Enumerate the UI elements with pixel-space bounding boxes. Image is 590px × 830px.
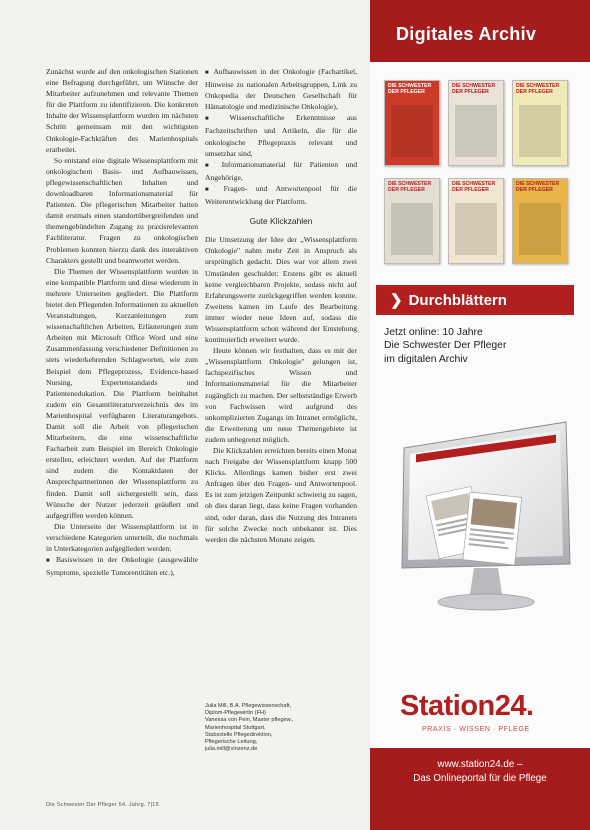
ad-header-banner <box>370 0 590 62</box>
author-line: Marienhospital Stuttgart, <box>205 724 266 731</box>
promo-line: im digitalen Archiv <box>384 353 468 365</box>
bullet-paragraph: ■ Wissenschaftliche Erkenntnisse aus Fachzeitschriften und Artikeln, die für die onkologische Pflegepraxis relevant und umsetzbar sind, <box>205 112 357 158</box>
author-line: Diplom-Pflegewirtin (FH) <box>205 710 266 717</box>
magazine-cover[interactable] <box>512 80 568 166</box>
cover-image <box>519 105 561 157</box>
cover-image <box>391 105 433 157</box>
magazine-covers <box>384 80 574 266</box>
ad-footer-text: Das Onlineportal für die Pflege <box>413 772 547 784</box>
paragraph: Die Unterseite der Wissensplattform ist in verschiedene Kategorien unterteilt, die nochmals in Unterkategorien aufgegliedert werden: <box>46 521 198 554</box>
page-footer: Die Schwester Der Pfleger 54. Jahrg. 7|15 <box>46 802 159 808</box>
cover-title: DIE SCHWESTER DER PFLEGER <box>452 83 496 95</box>
advertisement <box>370 0 590 830</box>
cover-title: DIE SCHWESTER DER PFLEGER <box>388 181 432 193</box>
paragraph: Heute können wir festhalten, dass es mit der „Wissensplattform Onkologie" gelungen ist, fachspezifisches Wissen und Informationsmaterial für die Mitarbeiter zugänglich zu machen. Der selbstständige Erwerb von Fachwissen wird aufgrund des unkomplizierten Zugangs im Intranet ermöglicht, die Erweiterung um neue Themengebiete ist zudem unbegrenzt möglich. <box>205 346 357 444</box>
cover-image <box>455 105 497 157</box>
author-info <box>205 703 355 753</box>
magazine-cover[interactable] <box>384 178 440 264</box>
promo-line: Jetzt online: 10 Jahre <box>384 327 483 338</box>
author-line: Pflegerische Leitung, <box>205 739 258 746</box>
article-column-1 <box>46 66 198 578</box>
ad-footer-url[interactable]: www.station24.de – <box>437 759 523 770</box>
author-line: Vanessa von Pein, Master pflegew., <box>205 717 294 724</box>
bullet-paragraph: ■ Basiswissen in der Onkologie (ausgewählte Symptome, spezielle Tumorentitäten etc.), <box>46 554 198 578</box>
section-heading: Gute Klickzahlen <box>249 216 313 227</box>
magazine-cover[interactable] <box>448 178 504 264</box>
ad-header-title: Digitales Archiv <box>396 24 537 44</box>
cover-title: DIE SCHWESTER DER PFLEGER <box>516 181 560 193</box>
ad-footer-banner[interactable] <box>370 748 590 830</box>
paragraph: Die Klickzahlen erreichten bereits einen Monat nach Freigabe der Wissensplattform knapp 500 Klicks. Allerdings kamen bisher erst zwei Anfragen über den Fragen- und Antwortenpool. Es ist zum jetzigen Zeitpunkt schwierig zu sagen, ob dies daran liegt, dass keine Fragen vorhanden sind, oder daran, dass die Nutzung des Intranets für solche Zwecke noch unbekannt ist. Dies werden die nächsten Monate zeigen. <box>205 446 358 544</box>
magazine-cover[interactable] <box>512 178 568 264</box>
author-line: Stabsstelle Pflegedirektion, <box>205 731 273 738</box>
promo-text <box>384 326 584 366</box>
cover-title: DIE SCHWESTER DER PFLEGER <box>516 83 560 95</box>
cover-image <box>455 203 497 255</box>
article-column-2 <box>205 66 357 545</box>
paragraph: Zunächst wurde auf den onkologischen Stationen eine Befragung durchgeführt, um Wünsche der Mitarbeiter aufzunehmen und relevante Themen für die Plattform zu identifizieren. Die konkreten Inhalte der Wissensplattform wurden im nächsten Schritt gemeinsam mit den wichtigsten Onkologie-Fachkräften des Marienhospitals erarbeitet. <box>46 67 198 154</box>
author-line: julia.mill@vinzenz.de <box>205 746 258 753</box>
cover-title: DIE SCHWESTER DER PFLEGER <box>452 181 496 193</box>
magazine-cover[interactable] <box>384 80 440 166</box>
paragraph: Die Umsetzung der Idee der „Wissensplattform Onkologie" nahm mehr Zeit in Anspruch als ursprünglich gedacht. Dies war vor allem zwei Umständen geschuldet: Erstens gibt es aktuell keine vergleichbaren Projekte, sodass nicht auf Erfahrungswerte zurückgegriffen werden konnte. Zweitens kamen im Laufe des Bearbeitung immer wieder neue Ideen auf, sodass die Wissensplattform schon während der Entstehung kontinuierlich erweitert wurde. <box>205 235 357 345</box>
paragraph: So entstand eine digitale Wissensplattform mit onkologischem Basis- und Aufbauwissen, pflegewissenschaftlichen Inhalten und downloadbaren Informationsmaterial für Patienten. Die pflegerischen Mitarbeiter hatten damit erstmals einen standortübergreifenden und themengebündelten Zugang zu praxisrelevanten Fachliteratur. Fragen zu onkologischen Problemen konnten hierzu dank des interaktiven Charakters gestellt und beantwortet werden. <box>46 155 198 265</box>
browse-button-label: Durchblättern <box>408 291 507 309</box>
browse-button[interactable] <box>376 285 574 315</box>
magazine-cover[interactable] <box>448 80 504 166</box>
bullet-paragraph: ■ Fragen- und Antwortenpool für die Weiterentwicklung der Plattform. <box>205 183 357 207</box>
cover-image <box>391 203 433 255</box>
station24-logo: Station24. <box>400 690 534 722</box>
author-line: Julia Mill, B.A. Pflegewissenschaft, <box>205 703 292 709</box>
bullet-paragraph: ■ Informationsmaterial für Patienten und Angehörige, <box>205 159 357 183</box>
bullet-paragraph: ■ Aufbauwissen in der Onkologie (Fachartikel, Hinweise zu nationalen Arbeitsgruppen, Link zu Onkopedia der Deutschen Gesellschaft für Hämatologie und medizinische Onkologie), <box>205 66 357 112</box>
chevron-right-icon: ❯ <box>390 292 403 309</box>
logo-tagline: PRAXIS · WISSEN · PFLEGE <box>422 726 530 733</box>
cover-title: DIE SCHWESTER DER PFLEGER <box>388 83 432 95</box>
monitor-illustration <box>390 418 580 618</box>
cover-image <box>519 203 561 255</box>
paragraph: Die Themen der Wissensplattform wurden in eine kompatible Plattform und diese wiederum in mehrere Unterseiten gegliedert. Die Plattform bietet den Pflegenden Informationen zu aktuellen Veranstaltungen, Kurzanleitungen zum wissenschaftlichen Arbeiten, Erläuterungen zum Arbeiten mit Microsoft Office Word und eine Zusammenfassung verschiedener Definitionen zu stets wiederkehrenden Schlagworten, wie zum Beispiel dem Pflegeprozess, Evidence-based Nursing, Expertenstandards und Patientenedukation. Die Plattform beinhaltet zudem ein Gesamtliteraturverzeichnis des im Marienhospital verfügbaren Literaturangebots. Damit soll die Arbeit von pflegerischen Mitarbeitern, die eine wissenschaftliche Facharbeit zum Beispiel im Bereich Onkologie erstellen, erleichtert werden. Auf der Plattform sind zudem die Kontaktdaten der Ansprechpartnerinnen der Wissensplattform zu finden. Damit soll sichergestellt sein, dass Wünsche der Nutzer jederzeit geäußert und aufgegriffen werden können. <box>46 266 198 520</box>
promo-line: Die Schwester Der Pfleger <box>384 340 507 352</box>
